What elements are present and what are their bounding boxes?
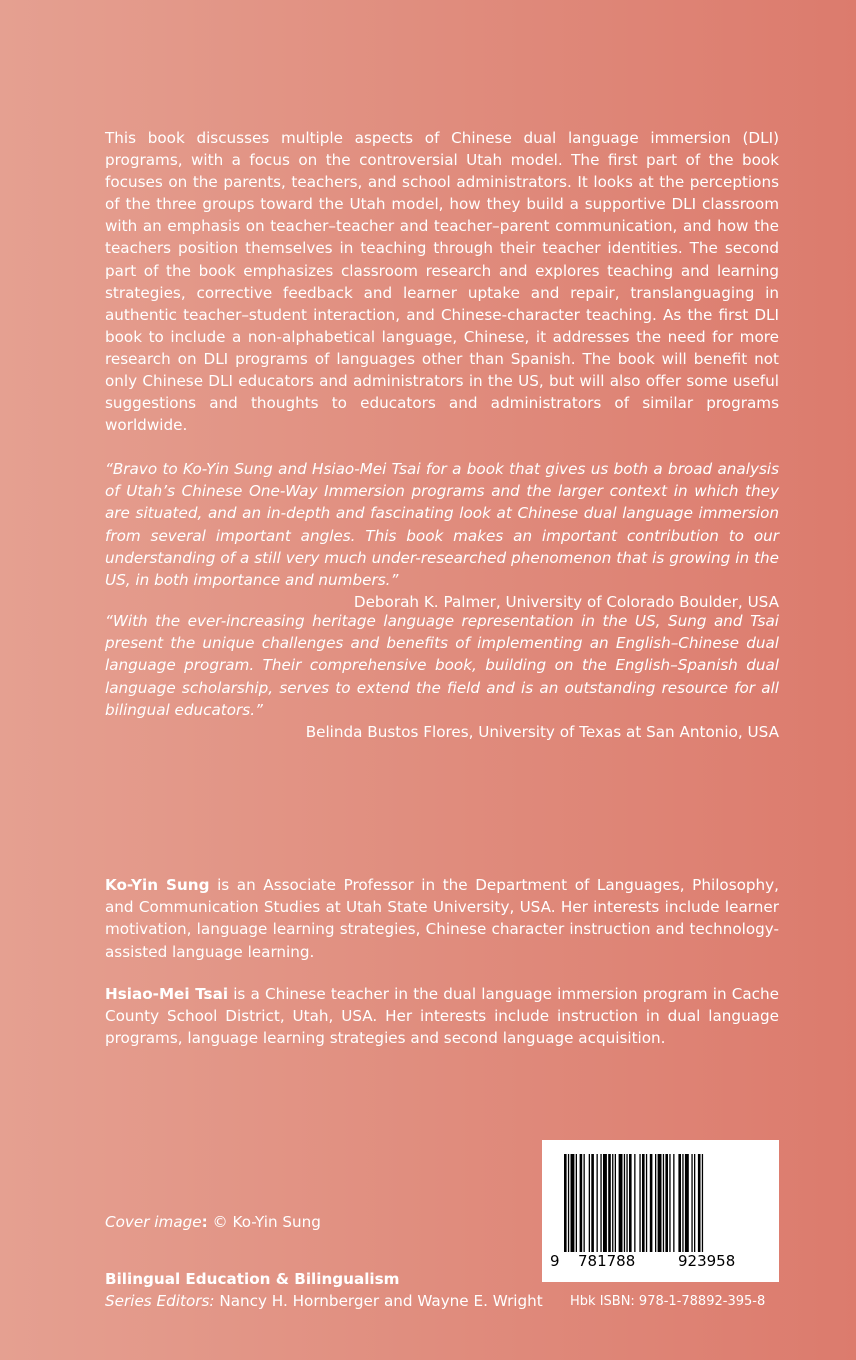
endorsement-quote: “Bravo to Ko-Yin Sung and Hsiao-Mei Tsai for a book that gives us both a broad analysis of Utah’s Chinese One-Way Immersion programs and the larger context in which they are situated, and an in-depth and fascinating look at Chinese dual language immersion from several important angles. This book makes an important contribution to our understanding of a still very much under-researched phenomenon that is growing in the US, in both importance and numbers.” bbox=[105, 460, 779, 590]
barcode-bar bbox=[639, 1154, 640, 1252]
isbn: Hbk ISBN: 978-1-78892-395-8 bbox=[570, 1294, 766, 1309]
cover-image-label: Cover image bbox=[105, 1213, 202, 1231]
barcode-bar bbox=[615, 1154, 616, 1252]
author-name: Ko-Yin Sung bbox=[105, 876, 210, 894]
barcode-digits bbox=[542, 1252, 779, 1274]
barcode-bar bbox=[642, 1154, 645, 1252]
series-info bbox=[105, 1268, 545, 1312]
barcode-bar bbox=[678, 1154, 681, 1252]
barcode-bar bbox=[597, 1154, 598, 1252]
barcode-bar bbox=[564, 1154, 567, 1252]
barcode-bar bbox=[650, 1154, 653, 1252]
barcode-bar bbox=[646, 1154, 647, 1252]
author-bio-text: is an Associate Professor in the Department of Languages, Philosophy, and Communication Studies at Utah State University, USA. Her interests include learner motivation, language learning strategies, Chinese character instruction and technology-assisted language learning. bbox=[105, 876, 779, 961]
series-title: Bilingual Education & Bilingualism bbox=[105, 1270, 400, 1288]
barcode-bar bbox=[702, 1154, 703, 1252]
barcode-bar bbox=[612, 1154, 613, 1252]
author-bio-1 bbox=[105, 874, 779, 963]
barcode-bar bbox=[685, 1154, 689, 1252]
barcode-bar bbox=[584, 1154, 585, 1252]
barcode-bar bbox=[603, 1154, 607, 1252]
endorsement-attribution: Deborah K. Palmer, University of Colorado Boulder, USA bbox=[353, 593, 779, 612]
barcode-bar bbox=[663, 1154, 664, 1252]
barcode bbox=[542, 1140, 779, 1282]
barcode-bar bbox=[580, 1154, 583, 1252]
endorsement-2 bbox=[105, 610, 779, 743]
barcode-digits-right: 923958 bbox=[678, 1252, 736, 1270]
barcode-bar bbox=[568, 1154, 569, 1252]
barcode-bar bbox=[608, 1154, 611, 1252]
series-editors-label: Series Editors: bbox=[105, 1292, 215, 1310]
barcode-bar bbox=[682, 1154, 683, 1252]
barcode-bar bbox=[669, 1154, 670, 1252]
endorsement-1 bbox=[105, 458, 779, 613]
barcode-bar bbox=[655, 1154, 656, 1252]
author-bio-text: is a Chinese teacher in the dual language immersion program in Cache County School District, Utah, USA. Her interests include instruction in dual language programs, language learning strategies and second language acquisition. bbox=[105, 985, 779, 1048]
barcode-bar bbox=[673, 1154, 674, 1252]
author-bio-2 bbox=[105, 983, 779, 1050]
barcode-bar bbox=[600, 1154, 601, 1252]
cover-image-colon: : bbox=[201, 1213, 208, 1231]
barcode-bars bbox=[564, 1154, 757, 1252]
barcode-bar bbox=[629, 1154, 632, 1252]
barcode-bar bbox=[619, 1154, 623, 1252]
barcode-bar bbox=[634, 1154, 635, 1252]
barcode-digit-lead: 9 bbox=[550, 1252, 560, 1270]
barcode-bar bbox=[576, 1154, 577, 1252]
book-description: This book discusses multiple aspects of Chinese dual language immersion (DLI) programs, with a focus on the controversial Utah model. The first part of the book focuses on the parents, teachers, and school administrators. It looks at the perceptions of the three groups toward the Utah model, how they build a supportive DLI classroom with an emphasis on teacher–teacher and teacher–parent communication, and how the teachers position themselves in teaching through their teacher identities. The second part of the book emphasizes classroom research and explores teaching and learning strategies, corrective feedback and learner uptake and repair, translanguaging in authentic teacher–student interaction, and Chinese-character teaching. As the first DLI book to include a non-alphabetical language, Chinese, it addresses the need for more research on DLI programs of languages other than Spanish. The book will benefit not only Chinese DLI educators and administrators in the US, but will also offer some useful suggestions and thoughts to educators and administrators of similar programs worldwide. bbox=[105, 129, 779, 435]
endorsement-attribution: Belinda Bustos Flores, University of Texas at San Antonio, USA bbox=[305, 723, 779, 742]
cover-image-credit-text: © Ko-Yin Sung bbox=[207, 1213, 321, 1231]
barcode-bar bbox=[591, 1154, 594, 1252]
barcode-bar bbox=[694, 1154, 695, 1252]
author-name: Hsiao-Mei Tsai bbox=[105, 985, 229, 1003]
barcode-bar bbox=[571, 1154, 575, 1252]
barcode-bar bbox=[589, 1154, 590, 1252]
barcode-bar bbox=[626, 1154, 627, 1252]
barcode-bar bbox=[624, 1154, 625, 1252]
barcode-bar bbox=[691, 1154, 692, 1252]
barcode-bar bbox=[698, 1154, 701, 1252]
endorsement-quote: “With the ever-increasing heritage language representation in the US, Sung and Tsai present the unique challenges and benefits of implementing an English–Chinese dual language program. Their comprehensive book, building on the English–Spanish dual language scholarship, serves to extend the field and is an outstanding resource for all bilingual educators.” bbox=[105, 612, 779, 719]
barcode-digits-left: 781788 bbox=[578, 1252, 636, 1270]
barcode-bar bbox=[658, 1154, 662, 1252]
cover-image-credit bbox=[105, 1213, 321, 1231]
series-editors: Nancy H. Hornberger and Wayne E. Wright bbox=[214, 1292, 543, 1310]
barcode-bar bbox=[665, 1154, 668, 1252]
